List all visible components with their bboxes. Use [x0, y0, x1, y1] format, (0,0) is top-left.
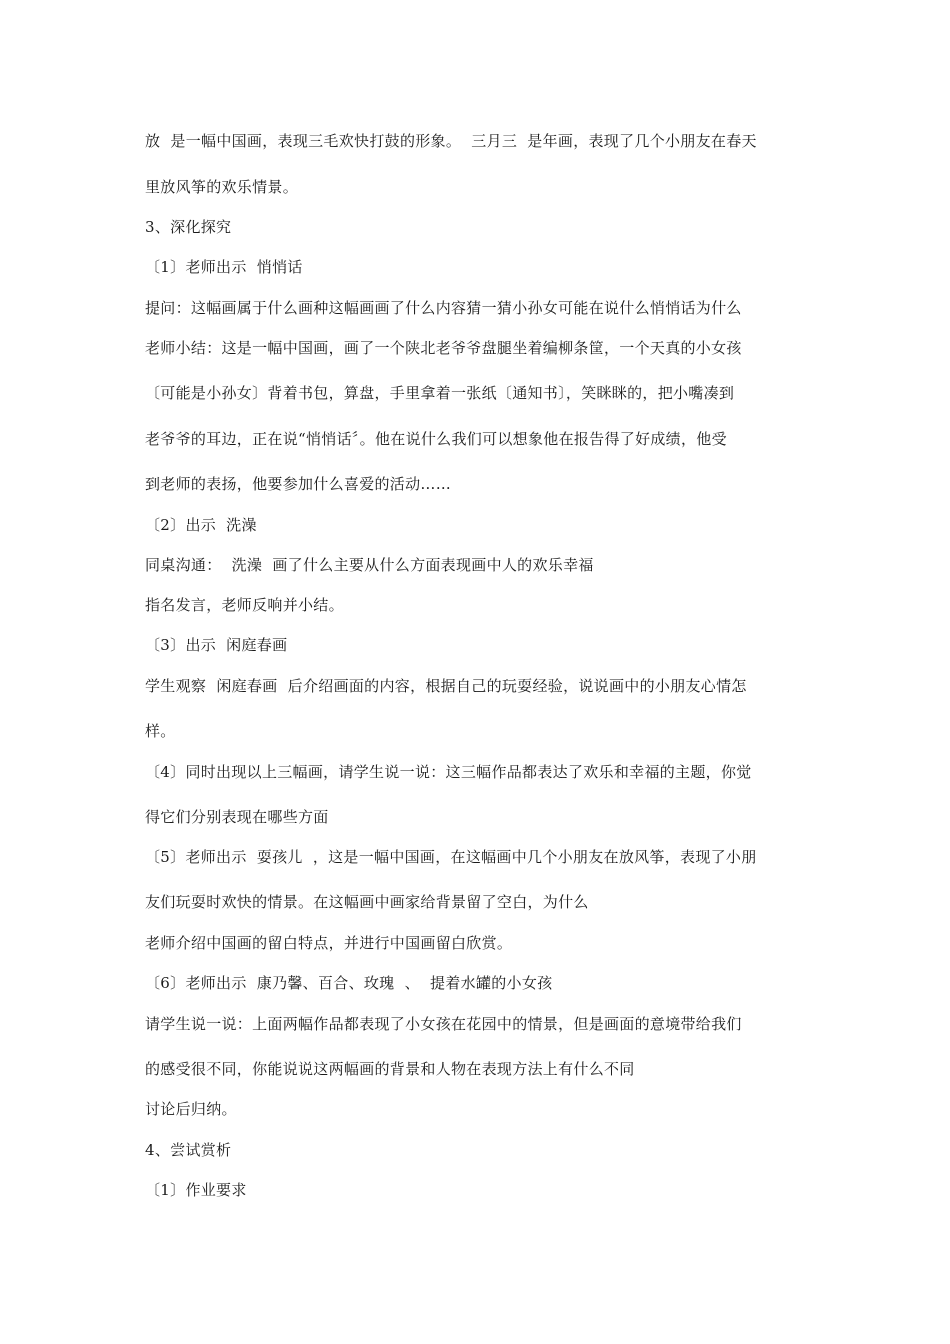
paragraph-line: 学生观察 闲庭春画 后介绍画面的内容，根据自己的玩耍经验，说说画中的小朋友心情怎: [145, 677, 747, 695]
paragraph-line: 里放风筝的欢乐情景。: [145, 178, 299, 196]
paragraph-line: 到老师的表扬，他要参加什么喜爱的活动……: [145, 475, 452, 493]
paragraph-line: 老师小结：这是一幅中国画，画了一个陕北老爷爷盘腿坐着编柳条筐，一个天真的小女孩: [145, 339, 742, 357]
subsection-heading: 〔2〕出示 洗澡: [145, 516, 257, 534]
subsection-heading: 〔1〕老师出示 悄悄话: [145, 258, 303, 276]
paragraph-line: 样。: [145, 722, 176, 740]
paragraph-line: 老爷爷的耳边，正在说“悄悄话〞。他在说什么我们可以想象他在报告得了好成绩，他受: [145, 430, 727, 448]
paragraph-line: 放 是一幅中国画，表现三毛欢快打鼓的形象。 三月三 是年画，表现了几个小朋友在春天: [145, 132, 757, 150]
subsection-heading: 〔1〕作业要求: [145, 1181, 247, 1199]
paragraph-line: 〔可能是小孙女〕背着书包，算盘，手里拿着一张纸〔通知书〕，笑眯眯的，把小嘴凑到: [145, 384, 735, 402]
subsection-heading: 〔3〕出示 闲庭春画: [145, 636, 288, 654]
section-heading: 4、尝试赏析: [145, 1141, 232, 1159]
paragraph-line: 老师介绍中国画的留白特点，并进行中国画留白欣赏。: [145, 934, 513, 952]
paragraph-line: 请学生说一说：上面两幅作品都表现了小女孩在花园中的情景，但是画面的意境带给我们: [145, 1015, 742, 1033]
paragraph-line: 讨论后归纳。: [145, 1100, 237, 1118]
paragraph-line: 友们玩耍时欢快的情景。在这幅画中画家给背景留了空白，为什么: [145, 893, 589, 911]
paragraph-line: 〔4〕同时出现以上三幅画，请学生说一说：这三幅作品都表达了欢乐和幸福的主题，你觉: [145, 763, 752, 781]
paragraph-line: 指名发言，老师反响并小结。: [145, 596, 344, 614]
paragraph-line: 提问：这幅画属于什么画种这幅画画了什么内容猜一猜小孙女可能在说什么悄悄话为什么: [145, 299, 742, 317]
paragraph-line: 得它们分别表现在哪些方面: [145, 808, 329, 826]
section-heading: 3、深化探究: [145, 218, 232, 236]
subsection-heading: 〔6〕老师出示 康乃馨、百合、玫瑰 、 提着水罐的小女孩: [145, 974, 553, 992]
paragraph-line: 〔5〕老师出示 耍孩儿 ，这是一幅中国画，在这幅画中几个小朋友在放风筝，表现了小朋: [145, 848, 757, 866]
paragraph-line: 的感受很不同，你能说说这两幅画的背景和人物在表现方法上有什么不同: [145, 1060, 635, 1078]
paragraph-line: 同桌沟通： 洗澡 画了什么主要从什么方面表现画中人的欢乐幸福: [145, 556, 594, 574]
